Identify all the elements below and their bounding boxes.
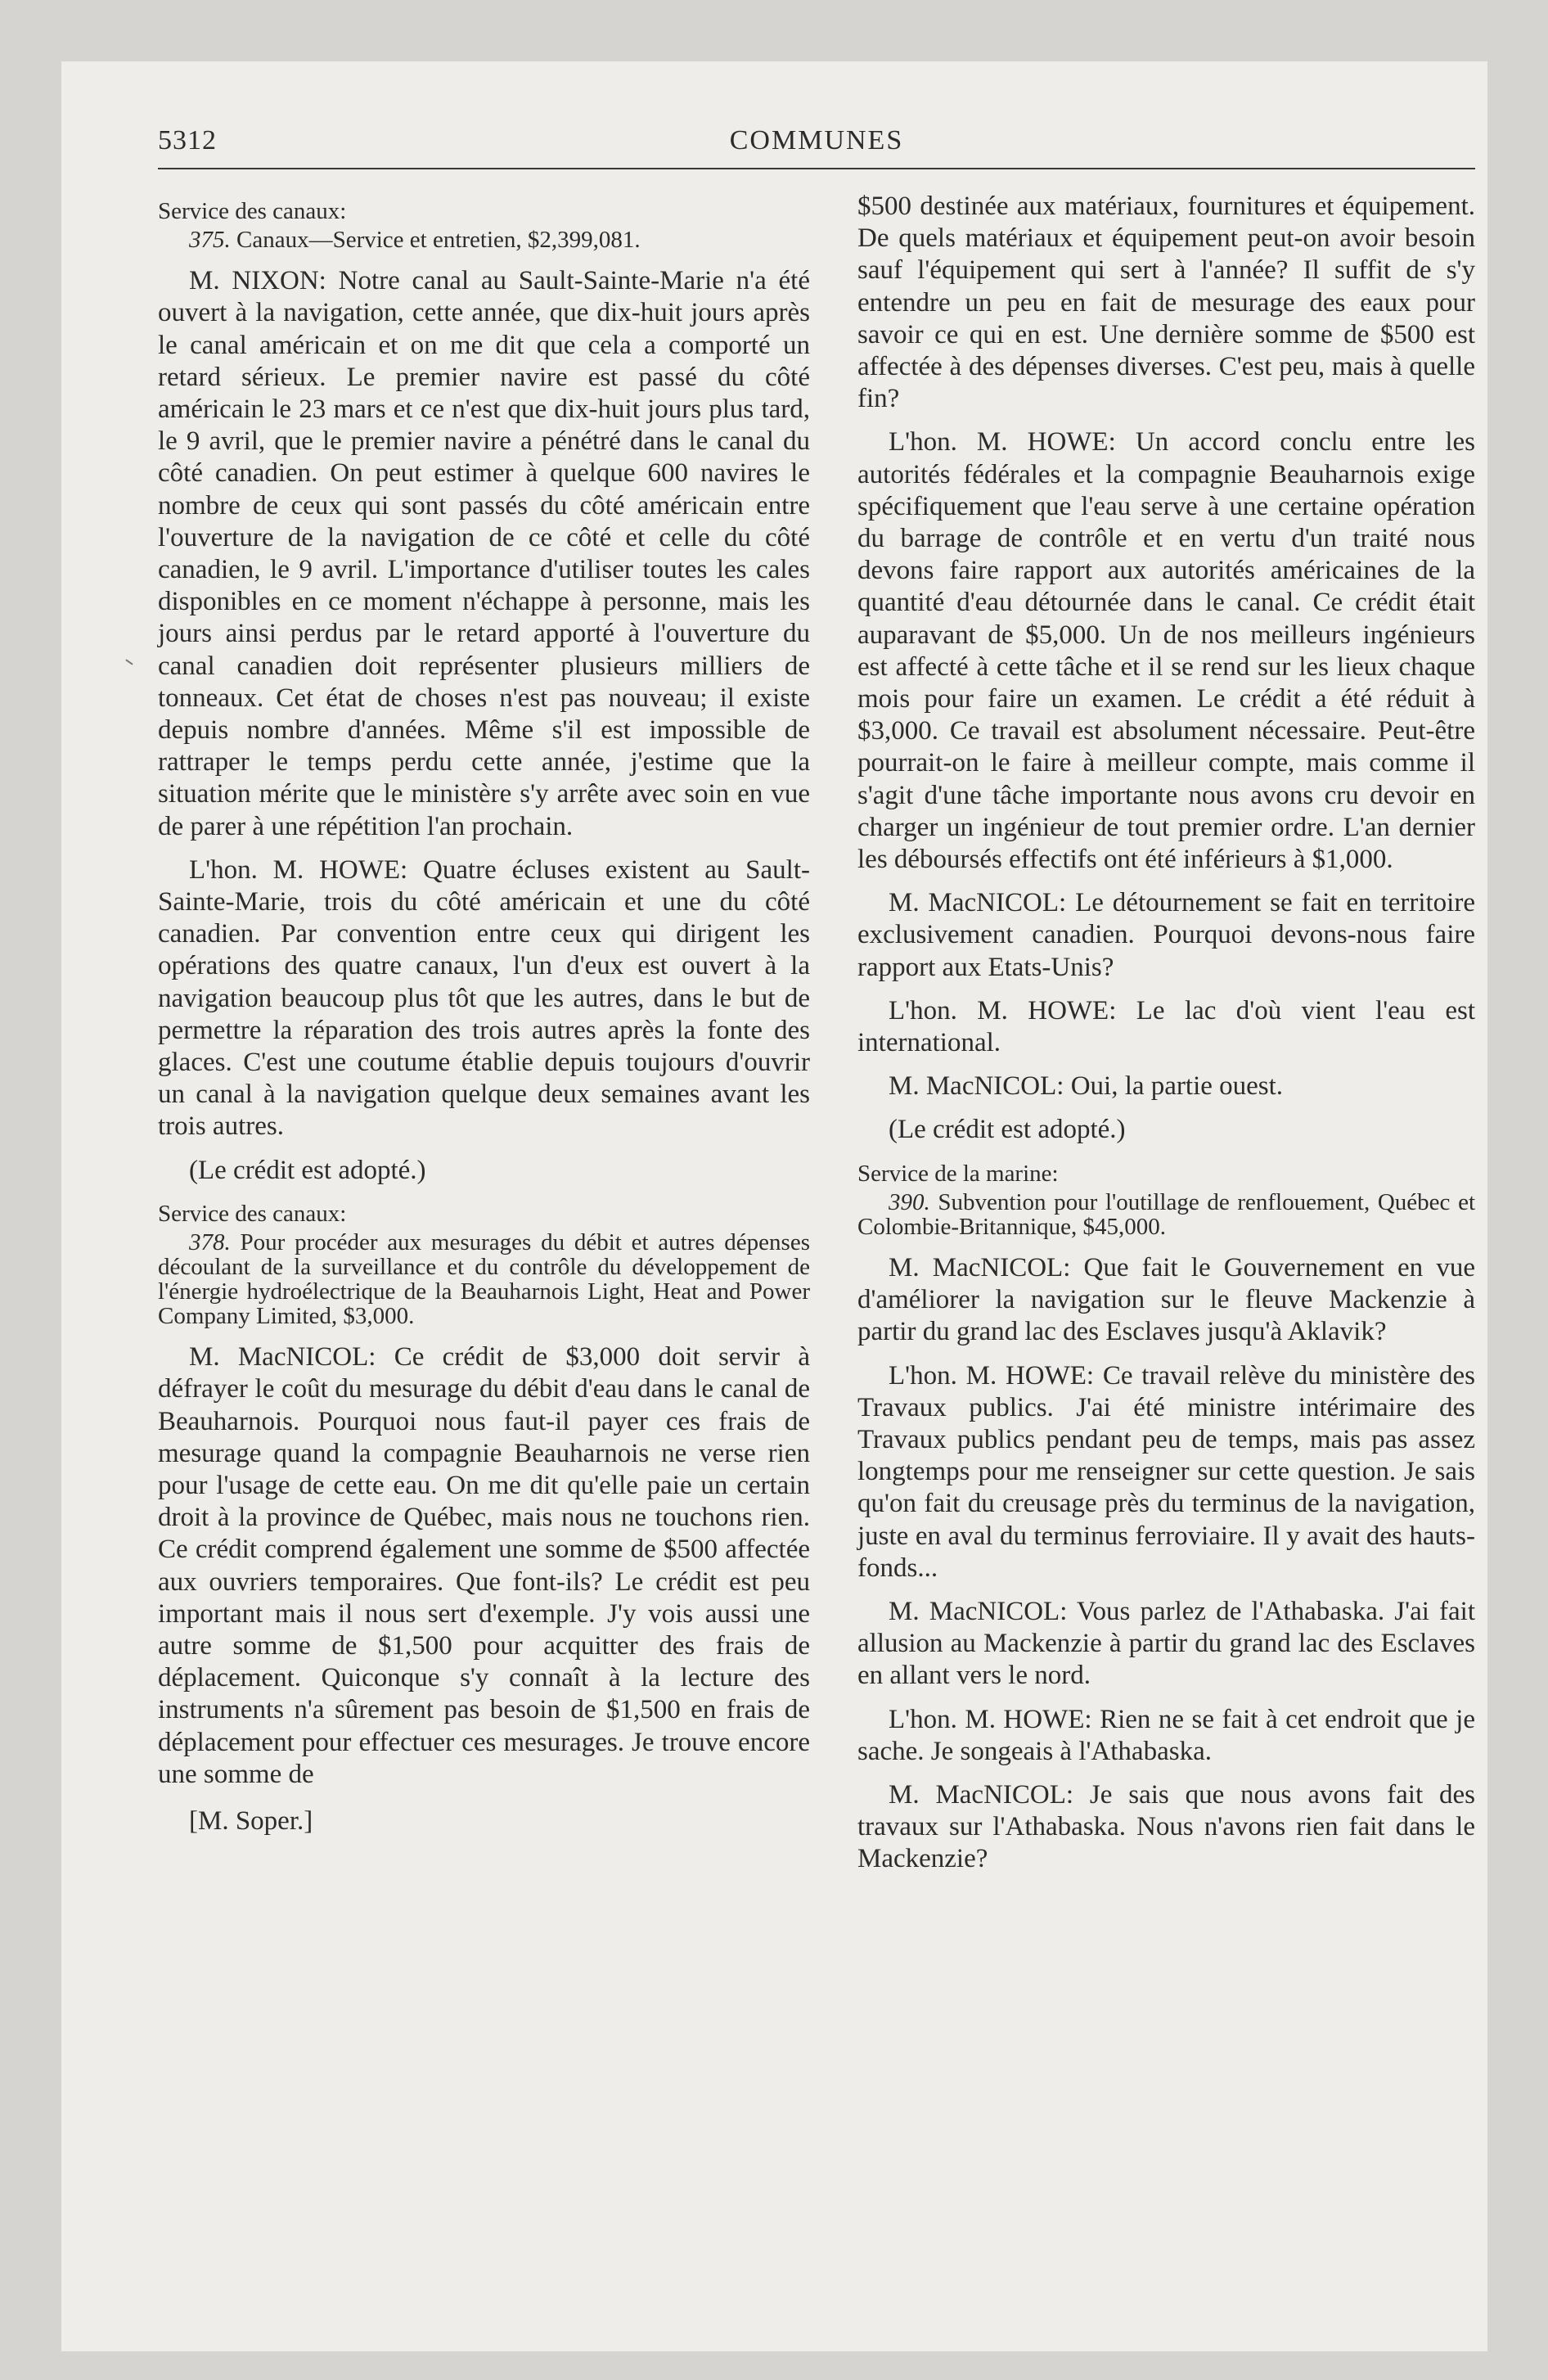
book-page bbox=[61, 61, 1487, 2351]
paragraph: L'hon. M. HOWE: Rien ne se fait à cet endroit que je sache. Je songeais à l'Athabaska. bbox=[857, 1704, 1475, 1766]
section-heading: Service des canaux: bbox=[158, 1200, 347, 1227]
margin-mark bbox=[125, 659, 133, 665]
paragraph: M. MacNICOL: Oui, la partie ouest. bbox=[889, 1071, 1284, 1102]
vote-text: Pour procéder aux mesurages du débit et autres dépenses découlant de la surveillance et du contrôle du développement de l'énergie hydroélectrique de la Beauharnois Light, Heat and Power Company Limited, $3,000. bbox=[158, 1229, 810, 1330]
paragraph: M. MacNICOL: Je sais que nous avons fait des travaux sur l'Athabaska. Nous n'avons rien fait dans le Mackenzie? bbox=[857, 1779, 1475, 1874]
vote-number: 390. bbox=[889, 1188, 930, 1215]
paragraph: (Le crédit est adopté.) bbox=[189, 1155, 426, 1185]
speaker-note: [M. Soper.] bbox=[189, 1805, 313, 1836]
paragraph: $500 destinée aux matériaux, fournitures et équipement. De quels matériaux et équipement peut-on avoir besoin sauf l'équipement qui sert à l'année? Il suffit de s'y entendre un peu en fait de mesurage des eaux pour savoir ce qui en est. Une dernière somme de $500 est affectée à des dépenses diverses. C'est peu, mais à quelle fin? bbox=[857, 192, 1475, 414]
vote-item bbox=[158, 1230, 810, 1328]
vote-number: 378. bbox=[189, 1229, 231, 1256]
vote-number: 375. bbox=[189, 227, 231, 254]
right-column bbox=[857, 191, 1475, 1887]
paragraph: L'hon. M. HOWE: Un accord conclu entre les autorités fédérales et la compagnie Beauharnois exige spécifiquement que l'eau serve à une certaine opération du barrage de contrôle et en vertu d'un traité nous devons faire rapport aux autorités américaines de la quantité d'eau détournée dans le canal. Ce crédit était auparavant de $5,000. Un de nos meilleurs ingénieurs est affecté à cette tâche et il se rend sur les lieux chaque mois pour faire un examen. Le crédit a été réduit à $3,000. Ce travail est absolument nécessaire. Peut-être pourrait-on le faire à meilleur compte, mais comme il s'agit d'une tâche importante nous avons cru devoir en charger un ingénieur de tout premier ordre. L'an dernier les déboursés effectifs ont été inférieurs à $1,000. bbox=[857, 427, 1475, 875]
page-number: 5312 bbox=[158, 125, 217, 156]
vote-item bbox=[158, 228, 810, 252]
paragraph: L'hon. M. HOWE: Ce travail relève du ministère des Travaux publics. J'ai été ministre intérimaire des Travaux publics pendant peu de temps, mais pas assez longtemps pour me renseigner sur cette question. Je sais qu'on fait du creusage près du terminus de la navigation, juste en aval du terminus ferroviaire. Il y avait des hauts-fonds... bbox=[857, 1360, 1475, 1583]
left-column bbox=[158, 191, 810, 1837]
paragraph: M. MacNICOL: Ce crédit de $3,000 doit servir à défrayer le coût du mesurage du débit d'eau dans le canal de Beauharnois. Pourquoi nous faut-il payer ces frais de mesurage quand la compagnie Beauharnois ne verse rien pour l'usage de cette eau. On me dit qu'elle paie un certain droit à la province de Québec, mais nous ne touchons rien. Ce crédit comprend également une somme de $500 affectée aux ouvriers temporaires. Que font-ils? Le crédit est peu important mais il nous sert d'exemple. J'y vois aussi une autre somme de $1,500 pour acquitter des frais de déplacement. Quiconque s'y connaît à la lecture des instruments n'a sûrement pas besoin de $1,500 en frais de déplacement pour effectuer ces mesurages. Je trouve encore une somme de bbox=[158, 1342, 810, 1789]
paragraph: L'hon. M. HOWE: Quatre écluses existent au Sault-Sainte-Marie, trois du côté américain et une du côté canadien. Par convention entre ceux qui dirigent les opérations des quatre canaux, l'un d'eux est ouvert à la navigation beaucoup plus tôt que les autres, dans le but de permettre la réparation des trois autres après la fonte des glaces. C'est une coutume établie depuis toujours d'ouvrir un canal à la navigation quelque deux semaines avant les trois autres. bbox=[158, 854, 810, 1142]
section-heading: Service des canaux: bbox=[158, 198, 347, 224]
paragraph: L'hon. M. HOWE: Le lac d'où vient l'eau est international. bbox=[857, 995, 1475, 1058]
paragraph: M. MacNICOL: Que fait le Gouvernement en vue d'améliorer la navigation sur le fleuve Mackenzie à partir du grand lac des Esclaves jusqu'à Aklavik? bbox=[857, 1252, 1475, 1347]
running-head: COMMUNES bbox=[729, 125, 904, 156]
vote-text: Canaux—Service et entretien, $2,399,081. bbox=[230, 227, 641, 254]
paragraph: M. NIXON: Notre canal au Sault-Sainte-Marie n'a été ouvert à la navigation, cette année, que dix-huit jours après le canal américain et on me dit que cela a comporté un retard sérieux. Le premier navire est passé du côté américain le 23 mars et ce n'est que dix-huit jours plus tard, le 9 avril, que le premier navire a pénétré dans le canal du côté canadien. On peut estimer à quelque 600 navires le nombre de ceux qui sont passés du côté américain entre l'ouverture de la navigation de ce côté et celle du côté canadien, le 9 avril. L'importance d'utiliser toutes les cales disponibles en ce moment n'échappe à personne, mais les jours ainsi perdus par le retard apporté à l'ouverture du canal canadien doit représenter plusieurs milliers de tonneaux. Cet état de choses n'est pas nouveau; il existe depuis nombre d'années. Même s'il est impossible de rattraper le temps perdu cette année, j'estime que la situation mérite que le ministère s'y arrête avec soin en vue de parer à une répétition l'an prochain. bbox=[158, 266, 810, 841]
section-heading: Service de la marine: bbox=[857, 1160, 1059, 1187]
page-header bbox=[158, 119, 1475, 169]
vote-text: Subvention pour l'outillage de renflouement, Québec et Colombie-Britannique, $45,000. bbox=[857, 1188, 1475, 1240]
paragraph: (Le crédit est adopté.) bbox=[889, 1115, 1126, 1145]
paragraph: M. MacNICOL: Vous parlez de l'Athabaska. J'ai fait allusion au Mackenzie à partir du grand lac des Esclaves en allant vers le nord. bbox=[857, 1596, 1475, 1691]
vote-item bbox=[857, 1190, 1475, 1239]
paragraph: M. MacNICOL: Le détournement se fait en territoire exclusivement canadien. Pourquoi devons-nous faire rapport aux Etats-Unis? bbox=[857, 888, 1475, 982]
